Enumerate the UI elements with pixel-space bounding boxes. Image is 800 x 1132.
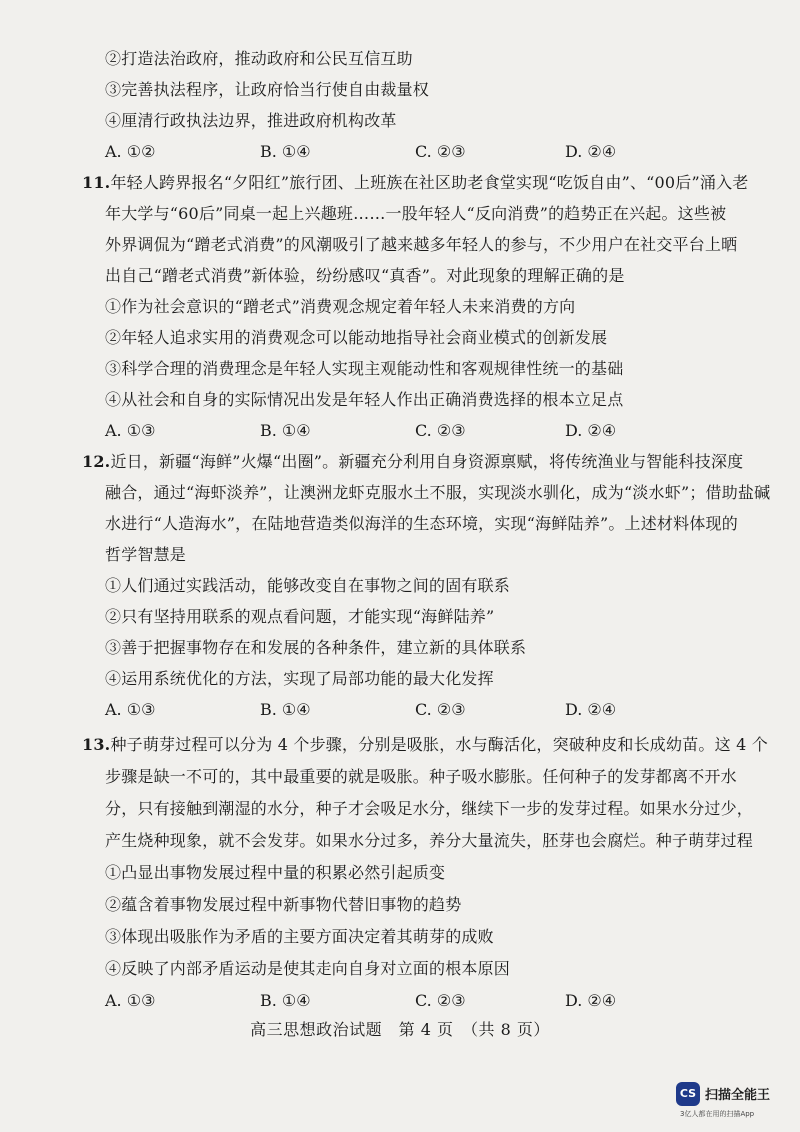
q11-stem-line-4: 出自己“蹭老式消费”新体验，纷纷感叹“真香”。对此现象的理解正确的是 xyxy=(105,266,625,285)
q11-stem-line-3: 外界调侃为“蹭老式消费”的风潮吸引了越来越多年轻人的参与，不少用户在社交平台上晒 xyxy=(105,235,738,254)
q11-item-1: ①作为社会意识的“蹭老式”消费观念规定着年轻人未来消费的方向 xyxy=(105,297,576,316)
q11-stem-line-2: 年大学与“60后”同桌一起上兴趣班……一股年轻人“反向消费”的趋势正在兴起。这些被 xyxy=(105,204,727,223)
q13-options xyxy=(105,991,725,1011)
option-a: A. ①③ xyxy=(105,421,156,440)
q12-item-4: ④运用系统优化的方法，实现了局部功能的最大化发挥 xyxy=(105,669,494,688)
scanner-tagline: 3亿人都在用的扫描App xyxy=(680,1110,755,1118)
q12-item-1: ①人们通过实践活动，能够改变自在事物之间的固有联系 xyxy=(105,576,511,595)
page-footer: 高三思想政治试题 第 4 页 （共 8 页） xyxy=(250,1020,550,1039)
option-b: B. ①④ xyxy=(260,700,311,719)
q11-stem-line-1: 11.年轻人跨界报名“夕阳红”旅行团、上班族在社区助老食堂实现“吃饭自由”、“00后”涌入老 xyxy=(82,173,749,192)
prev-options xyxy=(105,142,725,162)
q11-item-3: ③科学合理的消费理念是年轻人实现主观能动性和客观规律性统一的基础 xyxy=(105,359,624,378)
option-d: D. ②④ xyxy=(565,421,617,440)
q13-number: 13. xyxy=(82,735,111,754)
q12-item-3: ③善于把握事物存在和发展的各种条件，建立新的具体联系 xyxy=(105,638,527,657)
q13-stem-line-3: 分，只有接触到潮湿的水分，种子才会吸足水分，继续下一步的发芽过程。如果水分过少， xyxy=(105,799,754,818)
q13-stem-line-2: 步骤是缺一不可的，其中最重要的就是吸胀。种子吸水膨胀。任何种子的发芽都离不开水 xyxy=(105,767,737,786)
q12-stem-line-4: 哲学智慧是 xyxy=(105,545,187,564)
q12-stem-line-1: 12.近日，新疆“海鲜”火爆“出圈”。新疆充分利用自身资源禀赋，将传统渔业与智能科技深度 xyxy=(82,452,744,471)
q12-item-2: ②只有坚持用联系的观点看问题，才能实现“海鲜陆养” xyxy=(105,607,495,626)
q13-item-1: ①凸显出事物发展过程中量的积累必然引起质变 xyxy=(105,863,446,882)
q13-stem-line-4: 产生烧种现象，就不会发芽。如果水分过多，养分大量流失，胚芽也会腐烂。种子萌芽过程 xyxy=(105,831,754,850)
option-c: C. ②③ xyxy=(415,991,466,1010)
option-b: B. ①④ xyxy=(260,142,311,161)
q12-number: 12. xyxy=(82,452,111,471)
prev-item-3: ③完善执法程序，让政府恰当行使自由裁量权 xyxy=(105,80,430,99)
option-b: B. ①④ xyxy=(260,991,311,1010)
q11-item-2: ②年轻人追求实用的消费观念可以能动地指导社会商业模式的创新发展 xyxy=(105,328,608,347)
scanner-watermark xyxy=(676,1082,796,1122)
q11-item-4: ④从社会和自身的实际情况出发是年轻人作出正确消费选择的根本立足点 xyxy=(105,390,624,409)
option-c: C. ②③ xyxy=(415,421,466,440)
q13-stem-line-1: 13.种子萌芽过程可以分为 4 个步骤，分别是吸胀，水与酶活化，突破种皮和长成幼苗。这 4 个 xyxy=(82,735,768,754)
q12-options xyxy=(105,700,725,720)
option-c: C. ②③ xyxy=(415,700,466,719)
prev-item-2: ②打造法治政府，推动政府和公民互信互助 xyxy=(105,49,413,68)
option-a: A. ①③ xyxy=(105,991,156,1010)
option-a: A. ①② xyxy=(105,142,156,161)
q12-stem-line-2: 融合，通过“海虾淡养”，让澳洲龙虾克服水土不服，实现淡水驯化，成为“淡水虾”；借助盐碱 xyxy=(105,483,771,502)
option-d: D. ②④ xyxy=(565,142,617,161)
q11-number: 11. xyxy=(82,173,111,192)
prev-item-4: ④厘清行政执法边界，推进政府机构改革 xyxy=(105,111,397,130)
camscanner-logo-icon: CS xyxy=(676,1082,700,1106)
option-b: B. ①④ xyxy=(260,421,311,440)
option-a: A. ①③ xyxy=(105,700,156,719)
q11-options xyxy=(105,421,725,441)
option-d: D. ②④ xyxy=(565,991,617,1010)
option-d: D. ②④ xyxy=(565,700,617,719)
q13-item-2: ②蕴含着事物发展过程中新事物代替旧事物的趋势 xyxy=(105,895,462,914)
q13-item-3: ③体现出吸胀作为矛盾的主要方面决定着其萌芽的成败 xyxy=(105,927,494,946)
q12-stem-line-3: 水进行“人造海水”，在陆地营造类似海洋的生态环境，实现“海鲜陆养”。上述材料体现的 xyxy=(105,514,738,533)
q13-item-4: ④反映了内部矛盾运动是使其走向自身对立面的根本原因 xyxy=(105,959,511,978)
scanner-app-name: 扫描全能王 xyxy=(705,1088,771,1103)
option-c: C. ②③ xyxy=(415,142,466,161)
